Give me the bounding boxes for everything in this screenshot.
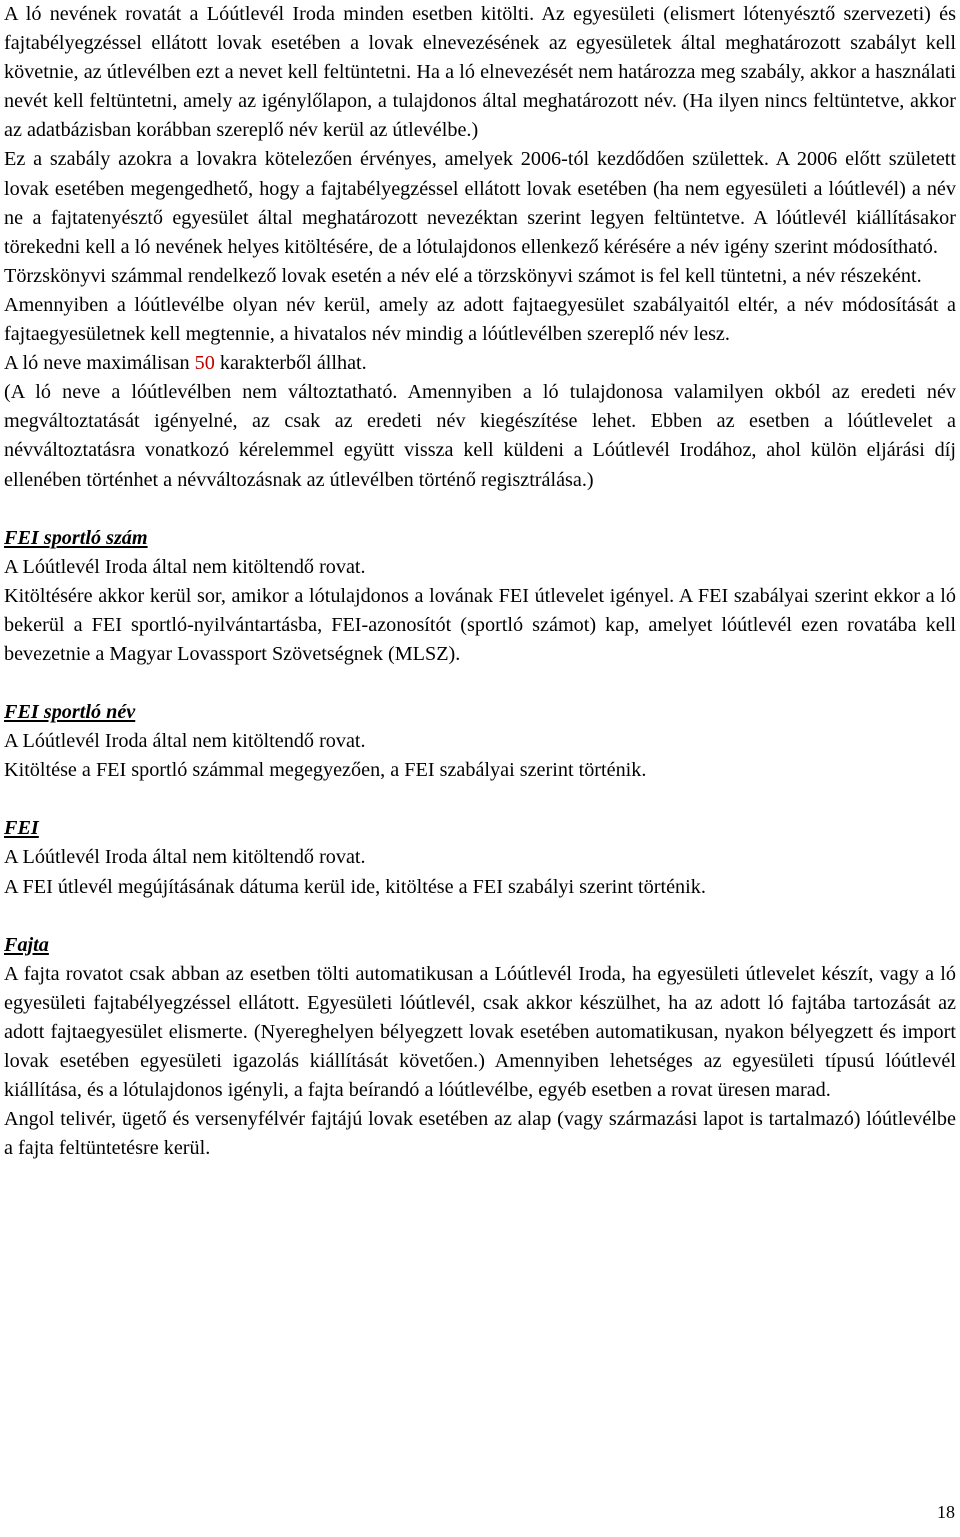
fei-text: A FEI útlevél megújításának dátuma kerül ide, kitöltése a FEI szabályi szerint történik. <box>4 875 706 898</box>
name-length-number: 50 <box>194 352 215 375</box>
heading-fei: FEI <box>4 817 39 840</box>
paragraph-studbook-number: Törzskönyvi számmal rendelkező lovak esetén a név elé a törzskönyvi számot is fel kell tüntetni, a név részeként. <box>4 264 922 287</box>
spacer <box>4 785 956 814</box>
paragraph-name-length <box>4 349 956 378</box>
fei-sport-name-text: Kitöltése a FEI sportló számmal megegyezően, a FEI szabályai szerint történik. <box>4 759 647 782</box>
spacer <box>4 669 956 698</box>
paragraph-2006-rule: Ez a szabály azokra a lovakra kötelezően érvényes, amelyek 2006-tól kezdődően születtek. A 2006 előtt született lovak esetében megengedhető, hogy a fajtabélyegzéssel ellátott lovak esetében (ha nem egyesületi a lóútlevél) a név ne a fajtatenyésztő egyesület által meghatározott nevezéktan szerint legyen feltüntetve. A lóútlevél kiállításakor törekedni kell a ló nevének helyes kitöltésére, de a lótulajdonos ellenkező kérésére a név igény szerint módosítható. <box>4 148 956 258</box>
fei-sport-number-text: Kitöltésére akkor kerül sor, amikor a lótulajdonos a lovának FEI útlevelet igényel. A FEI szabályai szerint ekkor a ló bekerül a FEI sportló-nyilvántartásba, FEI-azonosítót (sportló számot) kap, amelyet lóútlevél ezen rovatába kell bevezetnie a Magyar Lovassport Szövetségnek (MLSZ). <box>4 584 956 665</box>
document-page <box>4 0 956 1163</box>
paragraph-name-change: (A ló neve a lóútlevélben nem változtatható. Amennyiben a ló tulajdonosa valamilyen okból az eredeti név megváltoztatását igényelné, az csak az eredeti név kiegészítése lehet. Ebben az esetben a lóútlevelet a névváltoztatásra vonatkozó kérelemmel együtt vissza kell küldeni a Lóútlevél Irodához, ahol külön eljárási díj ellenében történhet a névváltozásnak az útlevélben történő regisztrálása.) <box>4 381 956 491</box>
breed-text: A fajta rovatot csak abban az esetben tölti automatikusan a Lóútlevél Iroda, ha egyesületi útlevelet készít, vagy a ló egyesületi fajtabélyegzéssel ellátott. Egyesületi lóútlevél, csak akkor készülhet, ha az adott ló fajtába tartozását az adott fajtaegyesület elismerte. (Nyereghelyen bélyegzett lovak esetében automatikusan, nyakon bélyegzett és import lovak esetében egyesületi igazolás kiállítását követően.) Amennyiben lehetséges az egyesületi típusú lóútlevél kiállítása, és a lótulajdonos igényli, a fajta beírandó a lóútlevélbe, egyéb esetben a rovat üresen marad. <box>4 962 956 1102</box>
paragraph-name-deviation: Amennyiben a lóútlevélbe olyan név kerül, amely az adott fajtaegyesület szabályaitól eltér, a név módosítását a fajtaegyesületnek kell megtennie, a hivatalos név mindig a lóútlevélben szereplő név lesz. <box>4 293 956 346</box>
fei-sport-name-note: A Lóútlevél Iroda által nem kitöltendő rovat. <box>4 730 366 753</box>
paragraph-horse-name-rules: A ló nevének rovatát a Lóútlevél Iroda minden esetben kitölti. Az egyesületi (elismert lótenyésztő szervezeti) és fajtabélyegzéssel ellátott lovak esetében a lovak elnevezésének az egyesületek által meghatározott szabályt kell követnie, az útlevélben ezt a nevet kell feltüntetni. Ha a ló elnevezését nem határozza meg szabály, akkor a használati nevét kell feltüntetni, amely az igénylőlapon, a tulajdonos által meghatározott név. (Ha ilyen nincs feltüntetve, akkor az adatbázisban korábban szereplő név kerül az útlevélbe.) <box>4 3 956 142</box>
fei-note: A Lóútlevél Iroda által nem kitöltendő rovat. <box>4 846 366 869</box>
spacer <box>4 902 956 931</box>
breed-thoroughbred-text: Angol telivér, ügető és versenyfélvér fajtájú lovak esetében az alap (vagy származási lapot is tartalmazó) lóútlevélbe a fajta feltüntetésre kerül. <box>4 1108 956 1160</box>
name-length-prefix: A ló neve maximálisan <box>4 352 195 375</box>
spacer <box>4 495 956 524</box>
page-number: 18 <box>937 1502 955 1522</box>
heading-fei-sport-number: FEI sportló szám <box>4 526 148 549</box>
heading-breed: Fajta <box>4 933 49 956</box>
name-length-suffix: karakterből állhat. <box>214 352 367 375</box>
heading-fei-sport-name: FEI sportló név <box>4 701 136 724</box>
fei-sport-number-note: A Lóútlevél Iroda által nem kitöltendő rovat. <box>4 555 366 578</box>
